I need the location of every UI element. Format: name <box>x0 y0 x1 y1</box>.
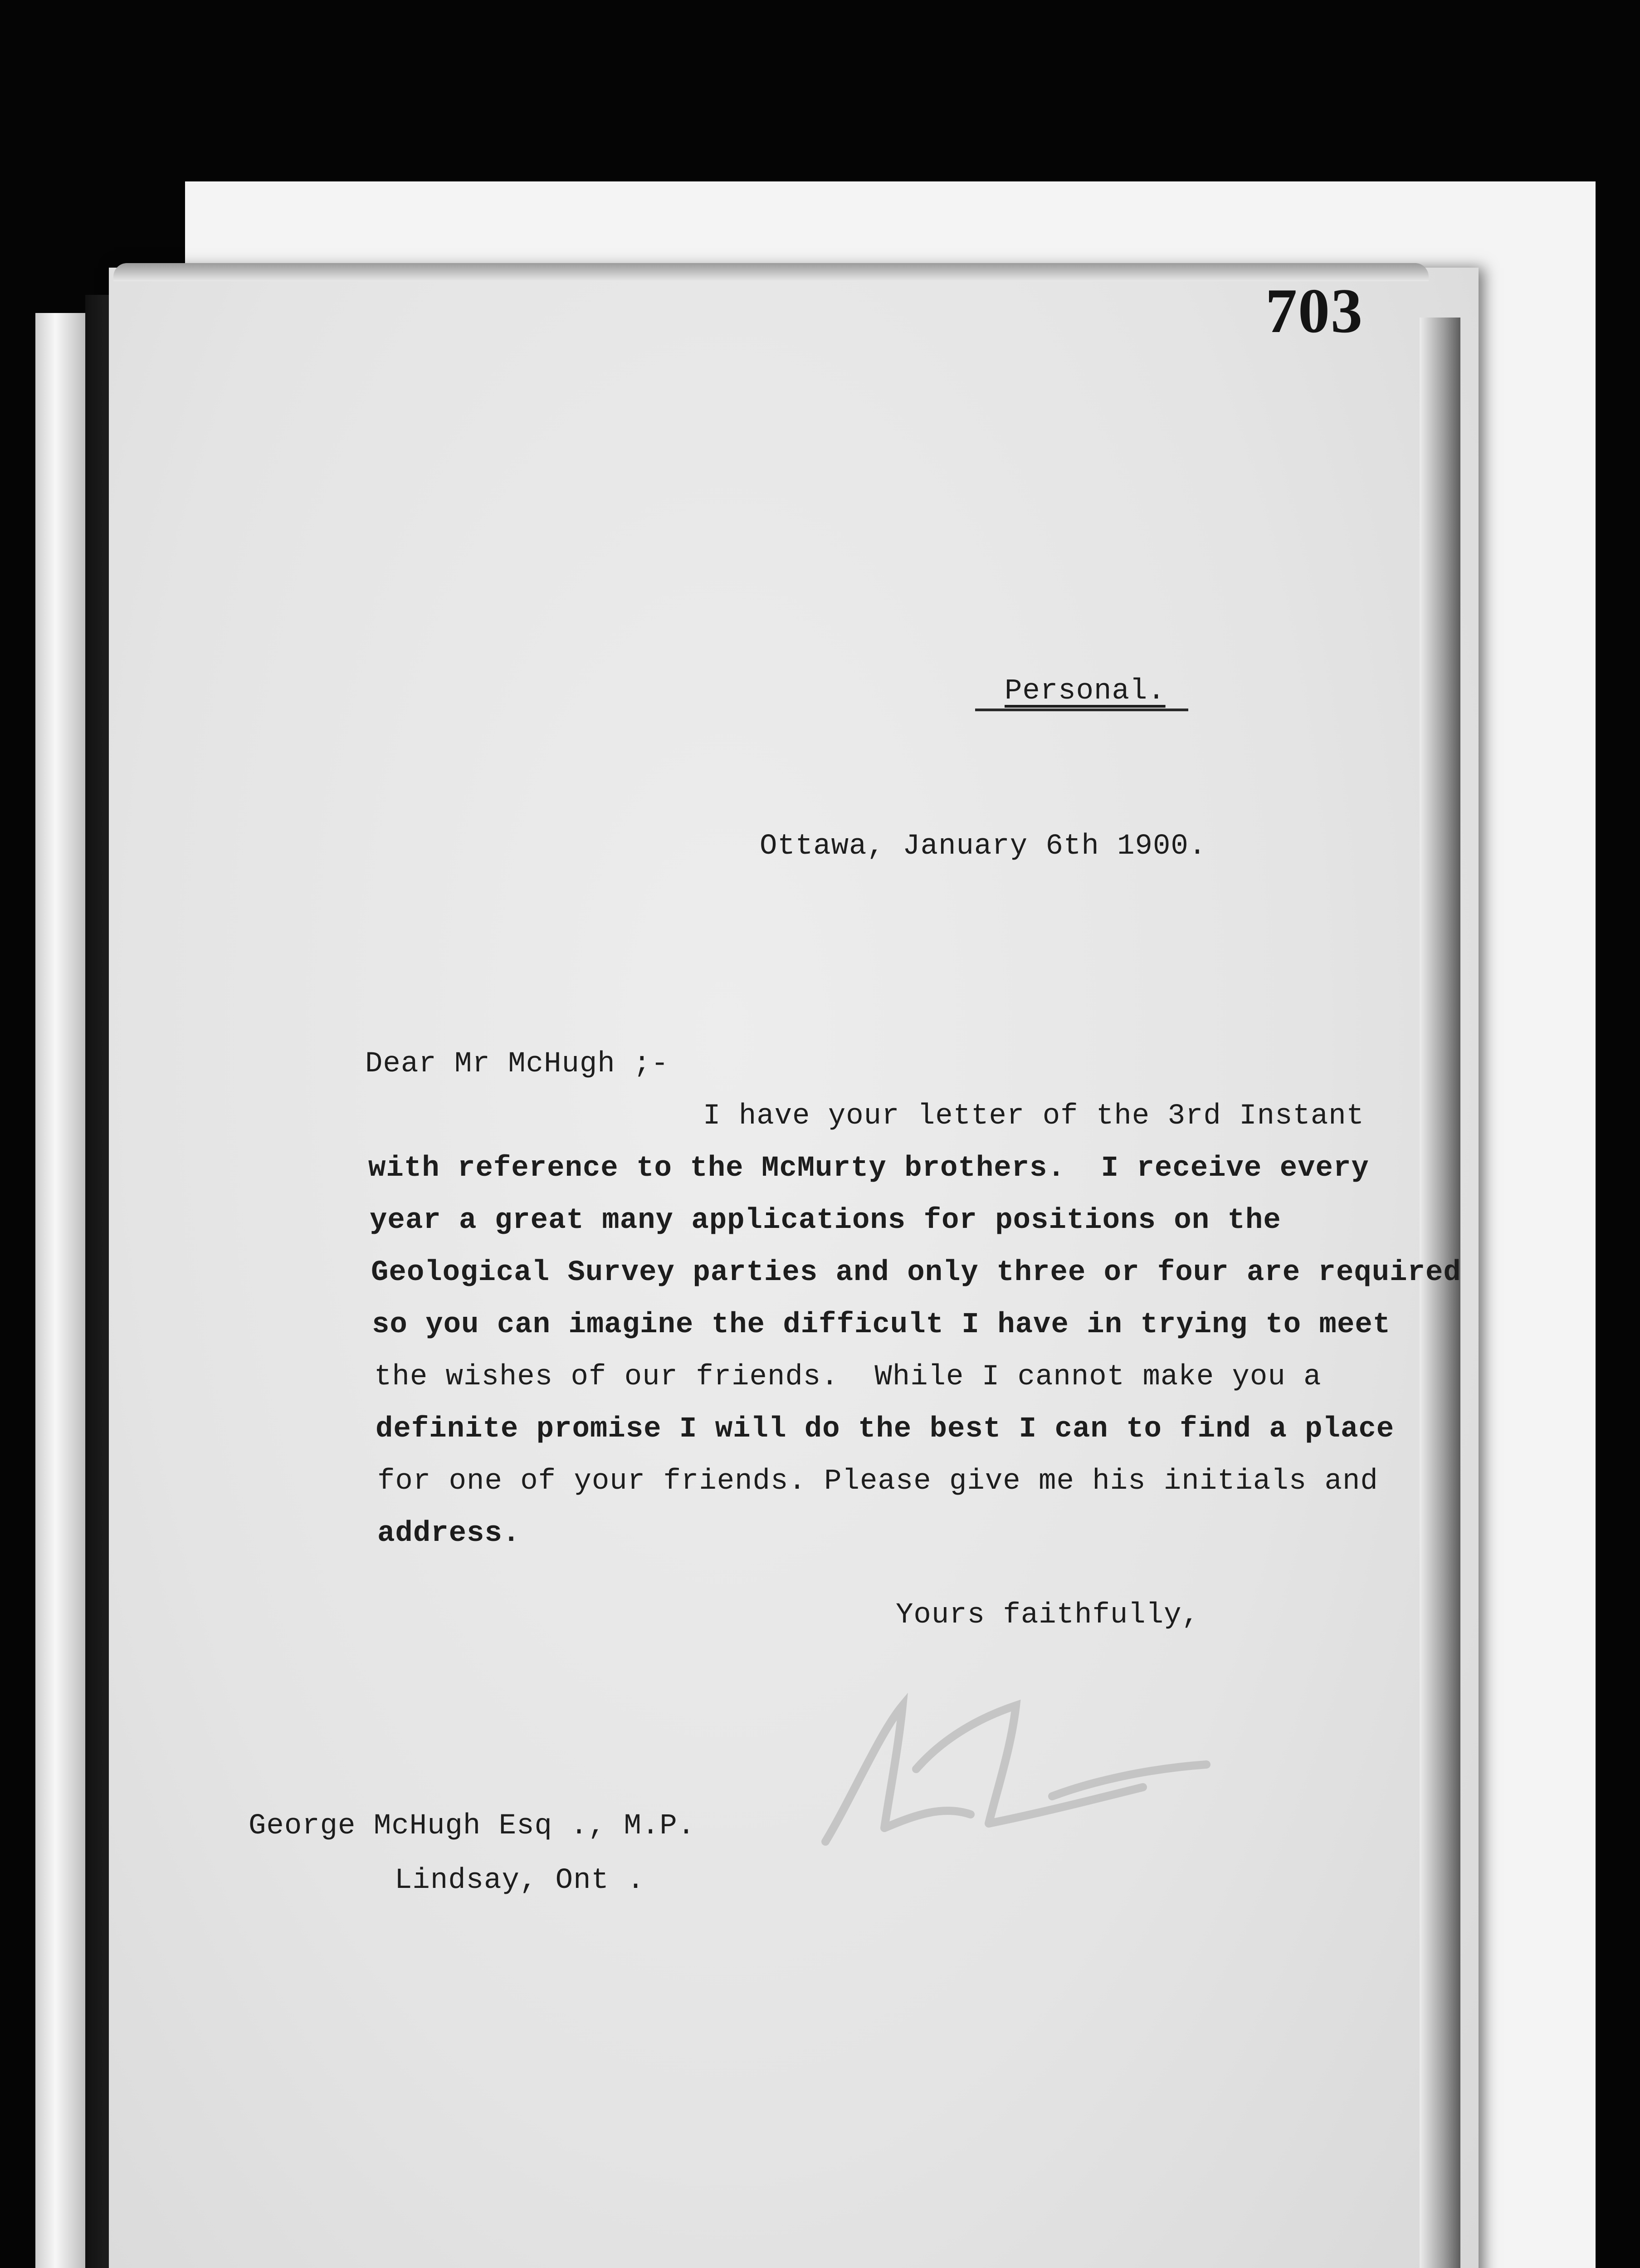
salutation: Dear Mr McHugh ;- <box>365 1048 669 1080</box>
body-line: definite promise I will do the best I can to find a place <box>376 1413 1395 1446</box>
folio-number: 703 <box>1265 276 1363 346</box>
dateline: Ottawa, January 6th 1900. <box>760 830 1207 863</box>
signature-mark <box>798 1678 1252 1860</box>
classification-label: Personal. <box>1005 675 1166 708</box>
body-line: for one of your friends. Please give me his initials and <box>377 1465 1378 1498</box>
page-top-edge <box>113 263 1429 281</box>
recipient-name: George McHugh Esq ., M.P. <box>249 1810 696 1843</box>
body-line: I have your letter of the 3rd Instant <box>703 1100 1365 1133</box>
body-line: the wishes of our friends. While I cannot make you a <box>374 1361 1322 1393</box>
body-line: Geological Survey parties and only three or four are required <box>371 1256 1461 1289</box>
left-film-strip <box>35 313 85 2268</box>
classification-underline <box>975 709 1188 711</box>
body-line: year a great many applications for positions on the <box>370 1204 1281 1237</box>
recipient-place: Lindsay, Ont . <box>395 1864 645 1897</box>
body-line: with reference to the McMurty brothers. I receive every <box>368 1152 1369 1185</box>
body-line: address. <box>377 1517 521 1550</box>
closing: Yours faithfully, <box>896 1599 1200 1632</box>
page-right-edge <box>1420 318 1460 2268</box>
body-line: so you can imagine the difficult I have in trying to meet <box>372 1309 1391 1341</box>
